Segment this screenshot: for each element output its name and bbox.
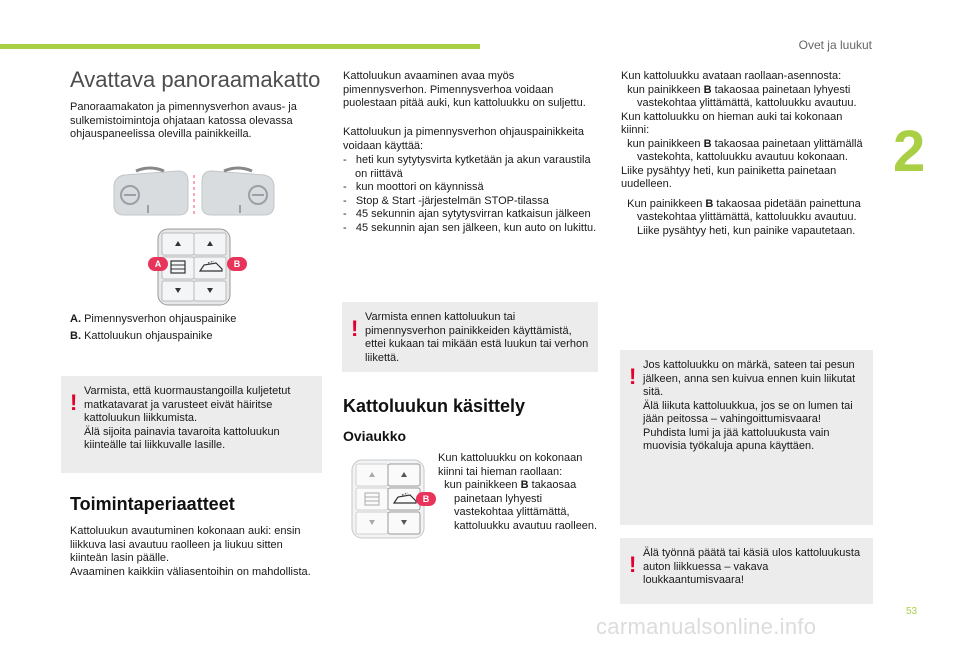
warning-box-luggage: [61, 376, 322, 473]
warning-box-head-hands: [620, 538, 873, 604]
label-a-key: A.: [70, 313, 81, 325]
warning-box-obstruction: [342, 302, 598, 372]
callout-b-badge: B: [416, 492, 436, 506]
warning-text: Varmista ennen kattoluukun tai pimennysverhon painikkeiden käyttämistä, ettei kukaan tai mikään estä luukun tai verhon liikettä.: [365, 311, 589, 364]
section-title-kattoluukun-kasittely: Kattoluukun käsittely: [343, 396, 526, 416]
list-item: - 45 sekunnin ajan sytytysvirran katkaisun jälkeen: [343, 208, 591, 220]
label-b-key: B.: [70, 330, 81, 342]
paragraph: Liike pysähtyy heti, kun painiketta painetaan uudelleen.: [621, 164, 837, 190]
right-reading-light-icon: [202, 168, 274, 215]
warning-icon: !: [629, 552, 637, 577]
warning-box-wet-roof: [620, 350, 873, 525]
label-b-text: Kattoluukun ohjauspainike: [84, 330, 213, 342]
label-a-text: Pimennysverhon ohjauspainike: [84, 313, 237, 325]
list-item: - 45 sekunnin ajan sen jälkeen, kun auto on lukittu.: [343, 221, 597, 234]
paragraph: Kun kattoluukku on hieman auki tai kokonaan kiinni:: [621, 110, 843, 136]
label-b: [70, 330, 322, 344]
oviaukko-intro: Kun kattoluukku on kokonaan kiinni tai hieman raollaan:: [438, 452, 583, 478]
intro-text: Panoraamakaton ja pimennysverhon avaus- ja sulkemistoimintoja ohjataan katossa olevassa ohjauspaneelissa olevilla painikkeilla.: [70, 101, 297, 140]
paragraph-curtain: Kattoluukun avaaminen avaa myös pimennysverhon. Pimennysverhoa voidaan puolestaan pitää auki, kun kattoluukku on suljettu.: [343, 70, 586, 109]
warning-text: Älä työnnä päätä tai käsiä ulos kattoluukusta auton liikkuessa – vakava loukkaantumisvaara!: [643, 547, 861, 586]
warning-icon: !: [70, 390, 78, 415]
chapter-number: 2: [893, 119, 926, 184]
section-title: Ovet ja luukut: [798, 38, 872, 52]
page-title: Avattava panoraamakatto: [70, 67, 321, 92]
page-number: 53: [906, 606, 918, 617]
watermark: carmanualsonline.info: [596, 614, 817, 639]
conditions-list: [343, 154, 598, 235]
oviaukko-text: [438, 452, 598, 533]
list-item: - heti kun sytytysvirta kytketään ja akun varaustila on riittävä: [343, 154, 591, 180]
list-item: kun painikkeen B takaosaa painetaan lyhyesti vastekohtaa ylittämättä, kattoluukku avautuu raolleen.: [444, 479, 598, 532]
callout-b-badge: B: [227, 257, 247, 271]
list-item: kun painikkeen B takaosaa painetaan ylittämällä vastekohta, kattoluukku avautuu kokonaan.: [627, 137, 863, 163]
list-item: - Stop & Start -järjestelmän STOP-tilassa: [343, 194, 549, 207]
label-a: [70, 313, 322, 327]
subsection-title-oviaukko: Oviaukko: [343, 428, 407, 444]
warning-icon: !: [351, 316, 359, 341]
section-title-toimintaperiaatteet: Toimintaperiaatteet: [70, 494, 235, 514]
list-item: - kun moottori on käynnissä: [343, 181, 484, 193]
paragraph: Kun kattoluukku avataan raollaan-asennosta:: [621, 70, 842, 82]
warning-text: Jos kattoluukku on märkä, sateen tai pesun jälkeen, anna sen kuivua ennen kuin liikutat sitä. Älä liikuta kattoluukkua, jos se on lumen tai jään peitossa – vahingoittumisvaara! Puhdista lumi ja jää kattoluukusta vain muovisia työkaluja apuna käyttäen.: [643, 359, 856, 452]
roof-control-panel-illustration: [108, 165, 280, 307]
warning-text: Varmista, että kuormaustangoilla kuljetetut matkatavarat ja varusteet eivät häiritse kattoluukun liikkumista. Älä sijoita painavia tavaroita kattoluukun kiinteälle tai liikkuvalle lasille.: [84, 385, 291, 451]
callout-a-badge: A: [148, 257, 168, 271]
list-item: Kun painikkeen B takaosaa pidetään painettuna vastekohtaa ylittämättä, kattoluukku avautuu. Liike pysähtyy heti, kun painike vapautetaan.: [627, 197, 861, 237]
opening-instructions: [621, 70, 873, 238]
paragraph-usage: Kattoluukun ja pimennysverhon ohjauspainikkeita voidaan käyttää:: [343, 126, 584, 152]
warning-icon: !: [629, 364, 637, 389]
roof-button-module: [158, 229, 230, 305]
left-reading-light-icon: [114, 168, 188, 215]
section-text-toimintaperiaatteet: Kattoluukun avautuminen kokonaan auki: ensin liikkuva lasi avautuu raolleen ja liukuu sitten kiinteän lasin päälle. Avaaminen kaikkiin väliasentoihin on mahdollista.: [70, 525, 311, 578]
list-item: kun painikkeen B takaosaa painetaan lyhyesti vastekohtaa ylittämättä, kattoluukku avautuu.: [627, 83, 857, 109]
header-accent-bar: [0, 44, 480, 49]
